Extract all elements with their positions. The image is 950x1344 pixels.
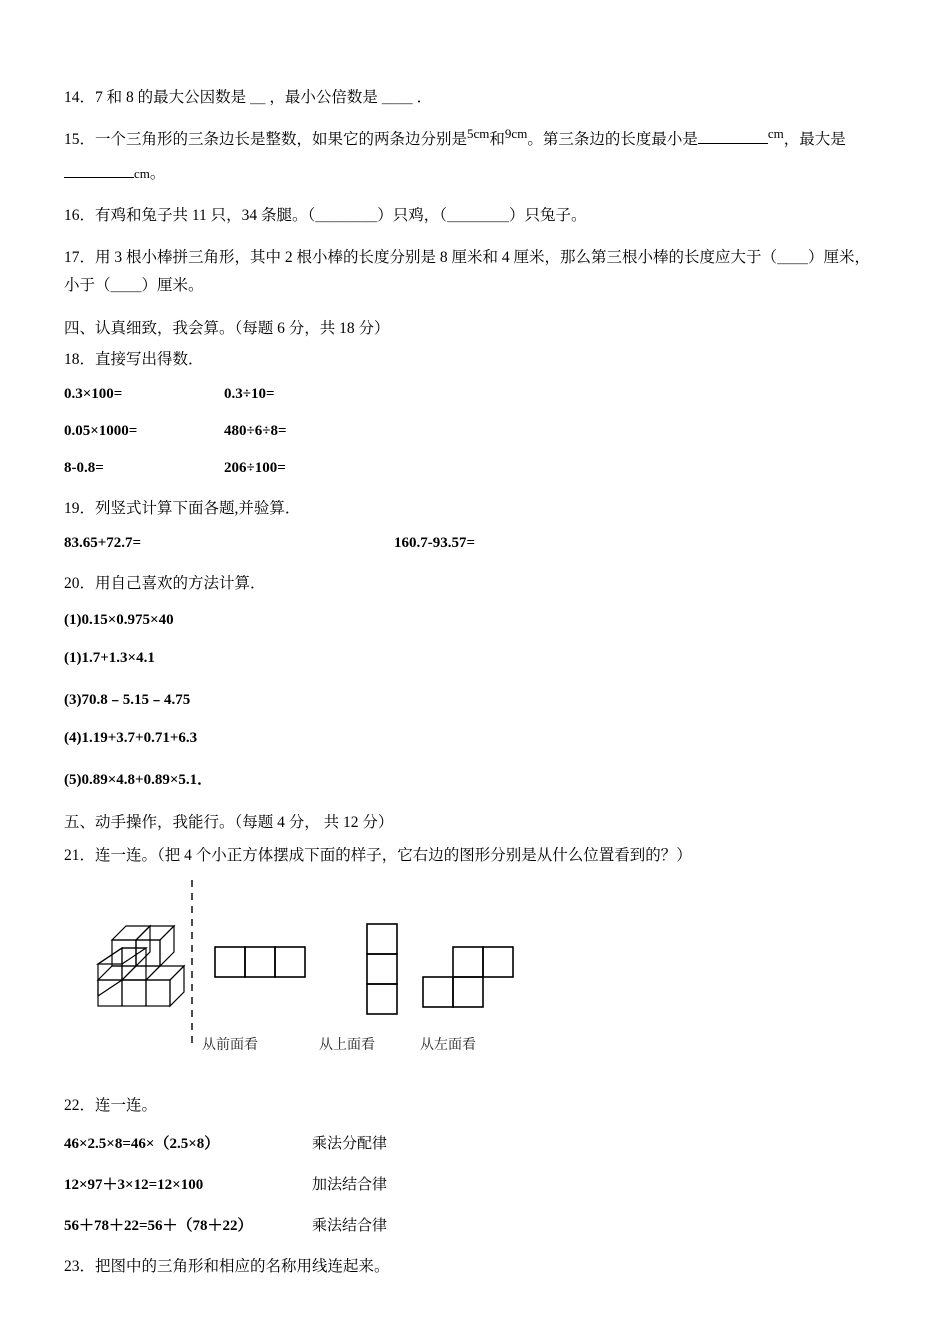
q19-cell-1: 83.65+72.7= [64, 535, 142, 552]
question-20-item-3: (3)70.8﹣5.15﹣4.75 [64, 692, 191, 709]
q22-right-2: 加法结合律 [312, 1176, 388, 1194]
question-15 [64, 128, 886, 152]
question-20-item-2: (1)1.7+1.3×4.1 [64, 650, 155, 667]
q18-cell-5: 8-0.8= [64, 460, 104, 477]
question-14: 14．7 和 8 的最大公因数是 ＿ ，最小公倍数是 ＿＿ ． [64, 89, 433, 106]
question-15-part-b: 。第三条边的长度最小是 [527, 131, 698, 149]
question-22-row-3 [64, 1214, 886, 1235]
question-17-line2: 小于（＿＿）厘米。 [64, 277, 204, 295]
question-22: 22．连一连。 [64, 1097, 158, 1115]
question-18: 18．直接写出得数． [64, 351, 204, 369]
q18-cell-2: 0.3÷10= [224, 386, 275, 403]
question-15-part-c: ，最大是 [783, 131, 846, 149]
q22-right-1: 乘法分配律 [312, 1135, 388, 1153]
question-15-part-d: 。 [149, 165, 166, 183]
question-20: 20．用自己喜欢的方法计算． [64, 575, 266, 593]
page-content [64, 86, 886, 1297]
question-15-unit-3: cm [767, 126, 784, 142]
question-15-and: 和 [489, 131, 505, 149]
question-19: 19．列竖式计算下面各题,并验算． [64, 500, 301, 518]
question-22-row-1 [64, 1132, 886, 1153]
q22-left-2: 12×97＋3×12=12×100 [64, 1177, 204, 1194]
q22-right-3: 乘法结合律 [312, 1217, 388, 1235]
question-15-unit-2: 9cm [504, 126, 528, 142]
q22-left-1: 46×2.5×8=46×（2.5×8） [64, 1136, 220, 1153]
question-21: 21．连一连。（把 4 个小正方体摆成下面的样子，它右边的图形分别是从什么位置看到的？） [64, 847, 692, 865]
label-front-view: 从前面看 [202, 1038, 258, 1054]
question-23: 23．把图中的三角形和相应的名称用线连起来。 [64, 1258, 390, 1276]
question-17-line1: 17．用 3 根小棒拼三角形，其中 2 根小棒的长度分别是 8 厘米和 4 厘米，那么第三根小棒的长度应大于（＿＿）厘米， [64, 249, 871, 267]
question-15-blank-2 [64, 163, 134, 178]
section-5-heading: 五、动手操作，我能行。（每题 4 分， 共 12 分） [64, 814, 394, 832]
q18-cell-6: 206÷100= [224, 460, 286, 477]
question-19-row [64, 535, 886, 552]
q18-cell-1: 0.3×100= [64, 386, 123, 403]
section-4-heading: 四、认真细致，我会算。（每题 6 分，共 18 分） [64, 320, 390, 338]
question-15-blank-1 [698, 129, 768, 144]
question-20-item-1: (1)0.15×0.975×40 [64, 612, 174, 629]
question-20-item-4: (4)1.19+3.7+0.71+6.3 [64, 730, 198, 747]
question-18-row-2 [64, 423, 886, 440]
label-left-view: 从左面看 [420, 1038, 476, 1054]
q19-cell-2: 160.7-93.57= [394, 535, 476, 552]
q22-left-3: 56＋78＋22=56＋（78＋22） [64, 1218, 253, 1235]
q18-cell-4: 480÷6÷8= [224, 423, 287, 440]
question-15-line2 [64, 162, 886, 186]
question-20-item-5: (5)0.89×4.8+0.89×5.1． [64, 772, 213, 789]
question-21-figure [64, 874, 886, 1074]
label-top-view: 从上面看 [319, 1038, 375, 1054]
q18-cell-3: 0.05×1000= [64, 423, 138, 440]
question-15-part-a: 15．一个三角形的三条边长是整数，如果它的两条边分别是 [64, 131, 468, 149]
question-15-unit-4: cm [134, 166, 150, 182]
question-18-row-3 [64, 460, 886, 477]
question-22-row-2 [64, 1173, 886, 1194]
question-16: 16．有鸡和兔子共 11 只，34 条腿。（＿＿＿＿）只鸡，（＿＿＿＿）只兔子。 [64, 207, 587, 225]
question-15-unit-1: 5cm [467, 126, 490, 142]
question-18-row-1 [64, 386, 886, 403]
